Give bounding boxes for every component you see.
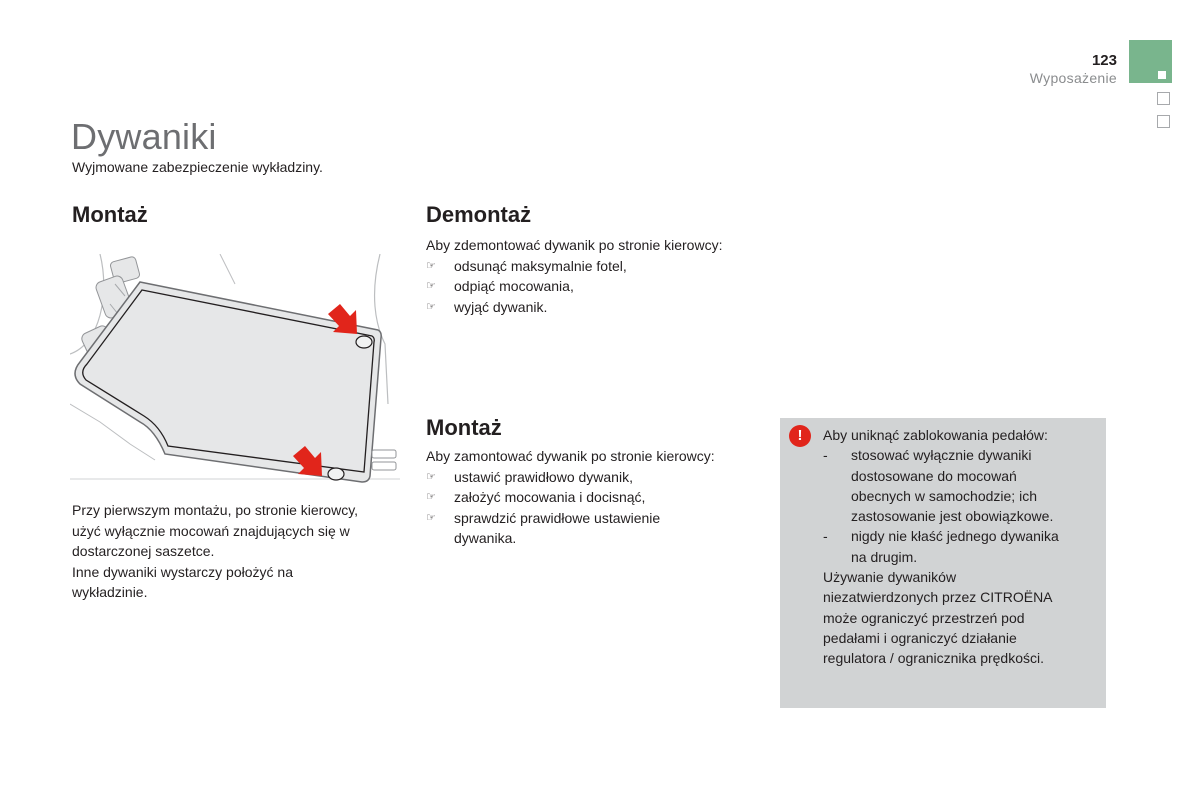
left-note xyxy=(72,500,402,603)
hand-pointer-icon: ☞ xyxy=(426,491,436,503)
warning-line: na drugim. xyxy=(851,548,918,565)
warning-line: dostosowane do mocowań xyxy=(851,467,1017,484)
tab-marker xyxy=(1158,71,1166,79)
list-item xyxy=(426,256,766,277)
note-line: Inne dywaniki wystarczy położyć na xyxy=(72,563,293,580)
note-line: wykładzinie. xyxy=(72,584,148,600)
warning-item xyxy=(823,445,1098,526)
warning-line: regulatora / ogranicznika prędkości. xyxy=(823,650,1045,667)
warning-text xyxy=(823,425,1098,669)
left-heading: Montaż xyxy=(72,202,148,227)
warning-line: stosować wyłącznie dywaniki xyxy=(851,447,1032,464)
warning-line: obecnych w samochodzie; ich xyxy=(851,487,1037,504)
note-line: dostarczonej saszetce. xyxy=(72,543,215,559)
warning-line: może ograniczyć przestrzeń pod xyxy=(823,609,1025,626)
warning-line: Używanie dywaników xyxy=(823,569,957,586)
hand-pointer-icon: ☞ xyxy=(426,470,436,483)
step-text: sprawdzić prawidłowe ustawienie xyxy=(454,509,661,526)
hand-pointer-icon: ☞ xyxy=(426,511,436,524)
list-item xyxy=(426,467,766,488)
list-item xyxy=(426,508,766,549)
page-number: 123 xyxy=(1091,52,1117,69)
removal-intro: Aby zdemontować dywanik po stronie kierowcy: xyxy=(426,237,723,253)
list-item xyxy=(426,487,766,508)
hand-pointer-icon: ☞ xyxy=(426,300,436,313)
section-tab-box xyxy=(1157,92,1170,105)
step-text: ustawić prawidłowo dywanik, xyxy=(454,468,633,485)
step-text-continuation: dywanika. xyxy=(454,530,517,546)
page-title: Dywaniki xyxy=(71,116,217,157)
note-line: Przy pierwszym montażu, po stronie kierowcy, xyxy=(72,502,359,518)
section-name: Wyposażenie xyxy=(1029,70,1117,86)
install-heading: Montaż xyxy=(426,415,502,440)
warning-box xyxy=(780,418,1106,708)
warning-line: pedałami i ograniczyć działanie xyxy=(823,629,1017,646)
exclamation-icon: ! xyxy=(789,425,811,447)
list-item xyxy=(426,297,766,318)
step-text: założyć mocowania i docisnąć, xyxy=(454,489,646,505)
install-intro: Aby zamontować dywanik po stronie kierowcy: xyxy=(426,448,715,464)
note-line: użyć wyłącznie mocowań znajdujących się w xyxy=(72,522,350,539)
floor-mat-illustration xyxy=(70,254,400,486)
hand-pointer-icon: ☞ xyxy=(426,280,436,292)
warning-line: nigdy nie kłaść jednego dywanika xyxy=(851,528,1059,545)
step-text: wyjąć dywanik. xyxy=(454,298,548,315)
hand-pointer-icon: ☞ xyxy=(426,259,436,272)
warning-item xyxy=(823,526,1098,567)
section-tab-active xyxy=(1129,40,1172,83)
removal-heading: Demontaż xyxy=(426,202,532,227)
dash-marker: - xyxy=(823,528,828,545)
dash-marker: - xyxy=(823,447,828,464)
step-text: odsunąć maksymalnie fotel, xyxy=(454,257,627,274)
install-section xyxy=(426,446,766,549)
section-tab-box xyxy=(1157,115,1170,128)
removal-section xyxy=(426,235,766,317)
removal-steps xyxy=(426,256,766,318)
warning-line: niezatwierdzonych przez CITROËNA xyxy=(823,589,1053,606)
step-text: odpiąć mocowania, xyxy=(454,278,574,294)
warning-line: zastosowanie jest obowiązkowe. xyxy=(851,508,1054,525)
install-steps xyxy=(426,467,766,549)
warning-intro: Aby uniknąć zablokowania pedałów: xyxy=(823,427,1048,443)
list-item xyxy=(426,276,766,297)
page-subtitle: Wyjmowane zabezpieczenie wykładziny. xyxy=(72,159,323,175)
